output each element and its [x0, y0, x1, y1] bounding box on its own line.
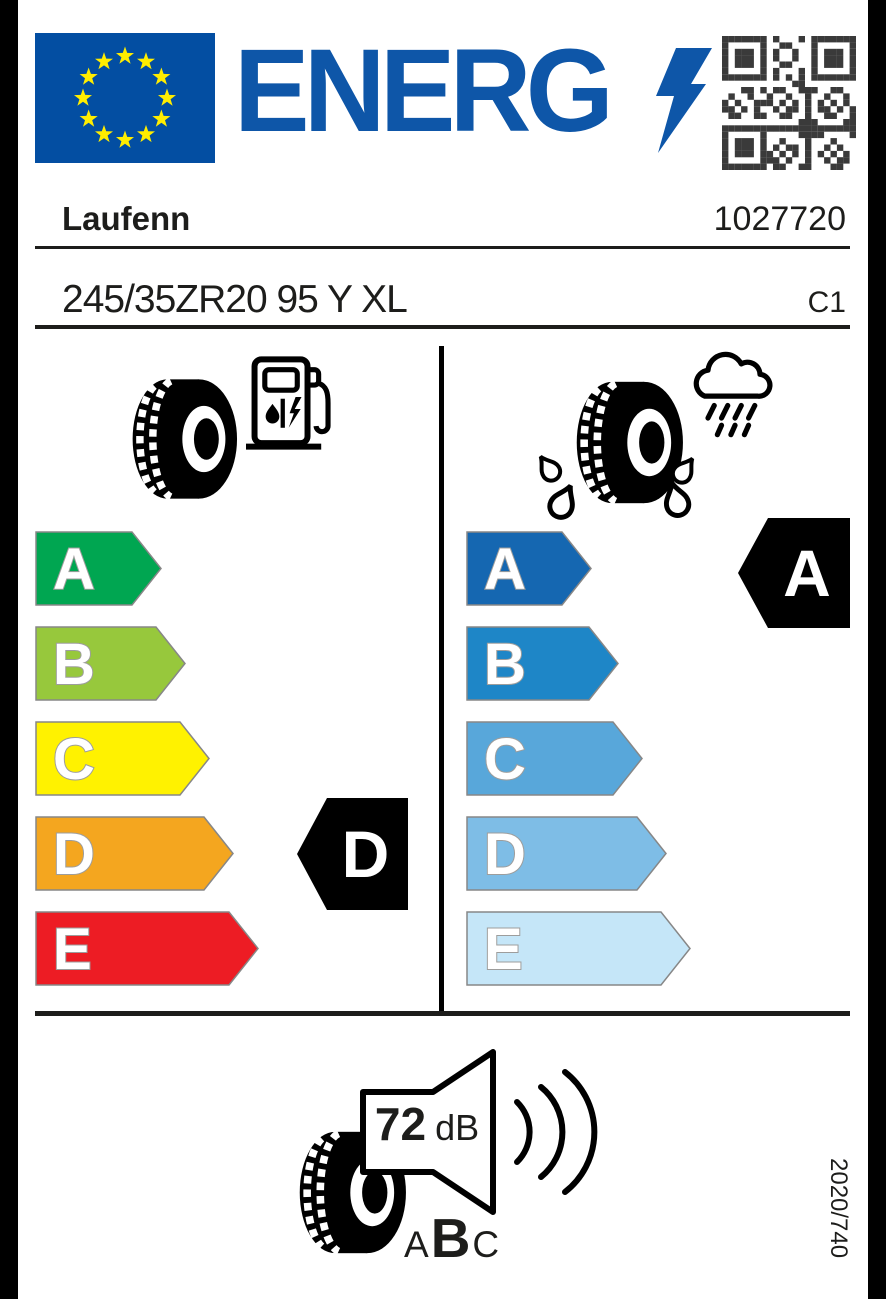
rain-cloud-icon: [682, 344, 786, 440]
regulation-number: 2020/740: [825, 1158, 852, 1259]
fuel-efficiency-rating-letter: D: [341, 817, 390, 891]
wet-grip-rating-letter: A: [783, 536, 831, 610]
wet-grip-class-d-arrow: [466, 816, 668, 891]
brand-name: Laufenn: [62, 200, 191, 237]
noise-value: 72: [374, 1098, 427, 1150]
qr-code: [718, 32, 860, 174]
noise-class-c: C: [472, 1224, 502, 1265]
water-splash-icon: [653, 477, 701, 527]
article-number: 1027720: [713, 200, 846, 238]
noise-unit: dB: [435, 1107, 480, 1148]
fuel-class-e-letter: E: [53, 917, 92, 982]
noise-class-b-selected: B: [430, 1207, 473, 1269]
noise-class-a: A: [404, 1224, 431, 1265]
fuel-class-e-arrow: [35, 911, 260, 986]
fuel-class-c-letter: C: [53, 727, 95, 792]
fuel-class-a-letter: A: [53, 537, 95, 602]
wet-grip-class-c-arrow: [466, 721, 644, 796]
left-border-bar: [0, 0, 18, 1299]
tire-size-designation: 245/35ZR20 95 Y XL: [62, 278, 407, 321]
eu-flag-icon: [35, 33, 215, 163]
wet-grip-class-a-arrow: [466, 531, 593, 606]
divider-line: [35, 325, 850, 329]
fuel-class-a-arrow: [35, 531, 163, 606]
fuel-class-c-arrow: [35, 721, 211, 796]
fuel-class-b-arrow: [35, 626, 187, 701]
wet-grip-class-a-letter: A: [484, 537, 526, 602]
wet-grip-class-d-letter: D: [484, 822, 526, 887]
fuel-class-b-letter: B: [53, 632, 95, 697]
noise-class-scale: [404, 1206, 502, 1269]
noise-value-box: [366, 1097, 488, 1153]
wet-grip-class-e-arrow: [466, 911, 692, 986]
tire-icon: [126, 368, 242, 510]
divider-line: [35, 246, 850, 249]
wet-grip-class-b-arrow: [466, 626, 620, 701]
fuel-pump-icon: [246, 350, 340, 456]
wet-grip-class-e-letter: E: [484, 917, 523, 982]
center-divider: [439, 346, 444, 1012]
wet-grip-class-b-letter: B: [484, 632, 526, 697]
fuel-class-d-arrow: [35, 816, 235, 891]
energ-logo-text: ENERG: [234, 25, 609, 157]
divider-line: [35, 1011, 850, 1016]
lightning-bolt-icon: [650, 48, 714, 154]
fuel-efficiency-rating-indicator: [297, 798, 408, 910]
right-border-bar: [868, 0, 886, 1299]
fuel-class-d-letter: D: [53, 822, 95, 887]
wet-grip-class-c-letter: C: [484, 727, 526, 792]
wet-grip-rating-indicator: [738, 518, 850, 628]
vehicle-class-label: C1: [807, 286, 846, 319]
